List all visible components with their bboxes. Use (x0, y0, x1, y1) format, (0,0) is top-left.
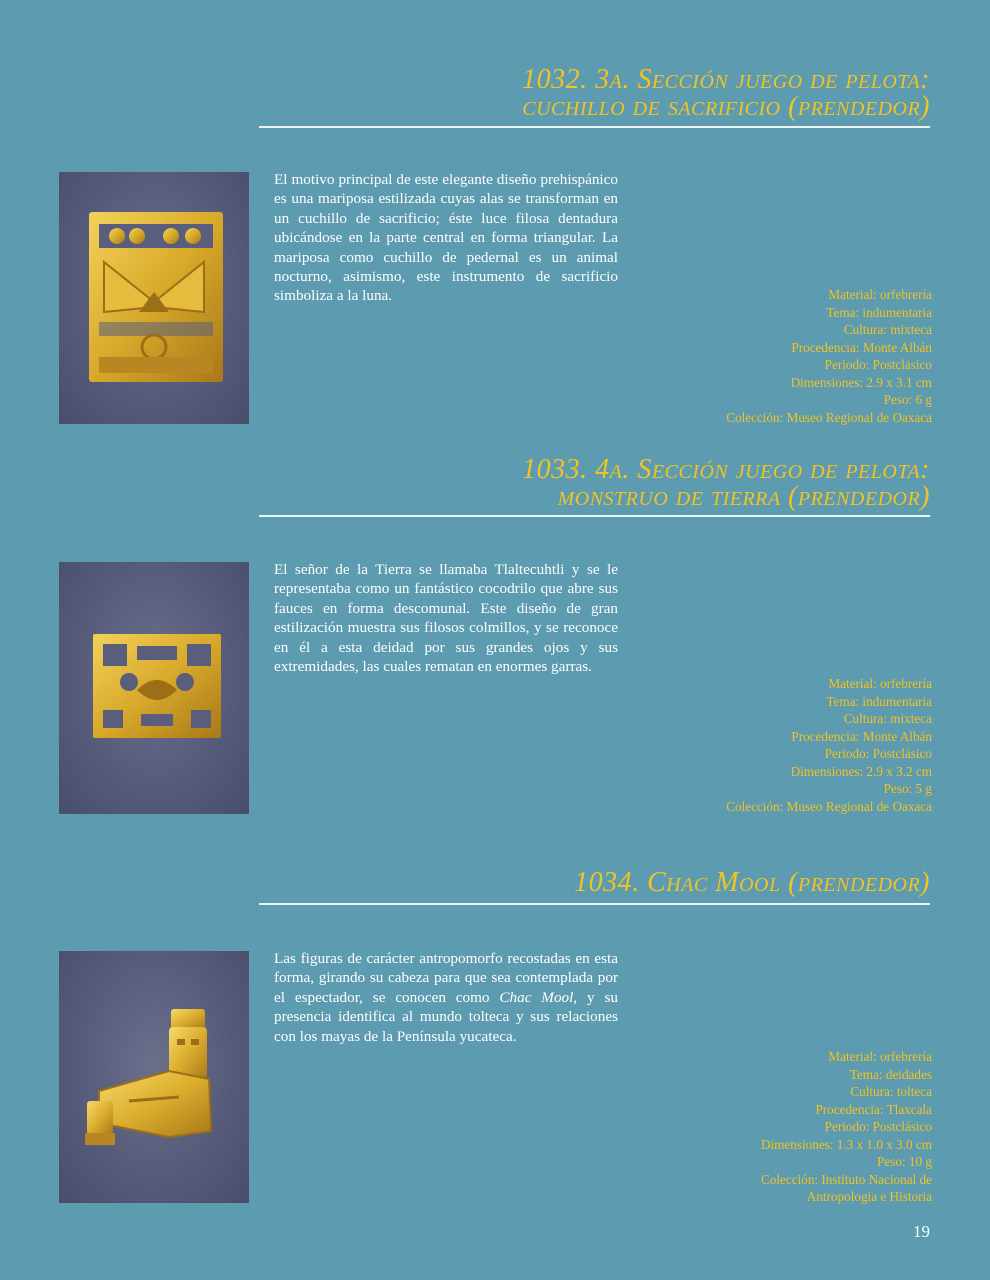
entry-1034-dimensiones: Dimensiones: 1.3 x 1.0 x 3.0 cm (760, 1136, 932, 1152)
entry-1033-title-line1: 1033. 4a. Sección juego de pelota: (522, 454, 930, 485)
entry-1034-coleccion: Colección: Instituto Nacional de (760, 1171, 932, 1187)
entry-1032-procedencia: Procedencia: Monte Albán (791, 339, 932, 355)
entry-1032-title-line1: 1032. 3a. Sección juego de pelota: (522, 64, 930, 95)
entry-1034-material: Material: orfebrería (828, 1049, 932, 1064)
entry-1033-metadata (612, 675, 932, 815)
page-number: 19 (913, 1222, 930, 1241)
entry-1033-divider (259, 515, 930, 517)
entry-1034-procedencia: Procedencia: Tlaxcala (815, 1101, 932, 1117)
entry-1032-material: Material: orfebrería (828, 287, 932, 302)
entry-1034-periodo: Periodo: Postclásico (824, 1119, 932, 1134)
entry-1034-description-part1: Las figuras de carácter antropomorfo recostadas en esta forma, girando su cabeza para que sea contemplada por el espectador, se conocen como (274, 950, 618, 1006)
entry-1032-metadata (612, 286, 932, 426)
entry-1032-photo (59, 172, 249, 424)
entry-1032-coleccion: Colección: Museo Regional de Oaxaca (726, 409, 932, 425)
entry-1034-title-line1: 1034. Chac Mool (prendedor) (574, 867, 930, 898)
entry-1034-divider (259, 903, 930, 905)
entry-1033-peso: Peso: 5 g (883, 781, 932, 796)
entry-1033-dimensiones: Dimensiones: 2.9 x 3.2 cm (790, 763, 932, 779)
entry-1033-periodo: Periodo: Postclásico (824, 746, 932, 761)
entry-1034-description-part2: , y su presencia identifica al mundo tolteca y sus relaciones con los mayas de la Península yucateca. (274, 988, 618, 1045)
entry-1033-coleccion: Colección: Museo Regional de Oaxaca (726, 798, 932, 814)
entry-1033-description: El señor de la Tierra se llamaba Tlaltecuhtli y se le representaba como un fantástico cocodrilo que abre sus fauces en forma descomunal. Este diseño de gran estilización muestra sus filosos colmillos, y se reconoce en él a esta deidad por sus grandes ojos y sus extremidades, las cuales rematan en enormes garras. (274, 561, 618, 676)
earth-monster-brooch-image (59, 562, 249, 814)
entry-1034-coleccion-line2: Antropología e Historia (806, 1189, 932, 1204)
chac-mool-brooch-image (59, 951, 249, 1203)
entry-1032-divider (259, 126, 930, 128)
entry-1034-photo (59, 951, 249, 1203)
entry-1032-dimensiones: Dimensiones: 2.9 x 3.1 cm (790, 374, 932, 390)
entry-1034-description (274, 949, 618, 1046)
entry-1032-description: El motivo principal de este elegante diseño prehispánico es una mariposa estilizada cuyas alas se transforman en un cuchillo de sacrificio; éste luce filosa dentadura ubicándose en la parte central en forma triangular. La mariposa como cuchillo de pedernal es un animal nocturno, asimismo, este instrumento de sacrificio simboliza a la luna. (274, 171, 618, 305)
entry-1033-material: Material: orfebrería (828, 676, 932, 691)
entry-1033-tema: Tema: indumentaria (826, 693, 932, 709)
entry-1034-cultura: Cultura: tolteca (850, 1084, 932, 1099)
butterfly-knife-brooch-image (59, 172, 249, 424)
entry-1032-peso: Peso: 6 g (883, 392, 932, 407)
entry-1032-title-line2: cuchillo de sacrificio (prendedor) (522, 91, 930, 122)
entry-1034-description-italic: Chac Mool (499, 988, 574, 1006)
entry-1033-procedencia: Procedencia: Monte Albán (791, 728, 932, 744)
entry-1032-tema: Tema: indumentaria (826, 304, 932, 320)
entry-1032-title (522, 66, 930, 120)
entry-1033-photo (59, 562, 249, 814)
entry-1034-tema: Tema: deidades (849, 1066, 932, 1082)
entry-1034-metadata (612, 1048, 932, 1206)
entry-1033-cultura: Cultura: mixteca (843, 711, 932, 726)
entry-1034-peso: Peso: 10 g (877, 1154, 932, 1169)
entry-1033-title-line2: monstruo de tierra (prendedor) (557, 481, 930, 512)
entry-1032-cultura: Cultura: mixteca (843, 322, 932, 337)
entry-1033-title (522, 456, 930, 510)
entry-1032-periodo: Periodo: Postclásico (824, 357, 932, 372)
entry-1034-title (574, 869, 930, 896)
